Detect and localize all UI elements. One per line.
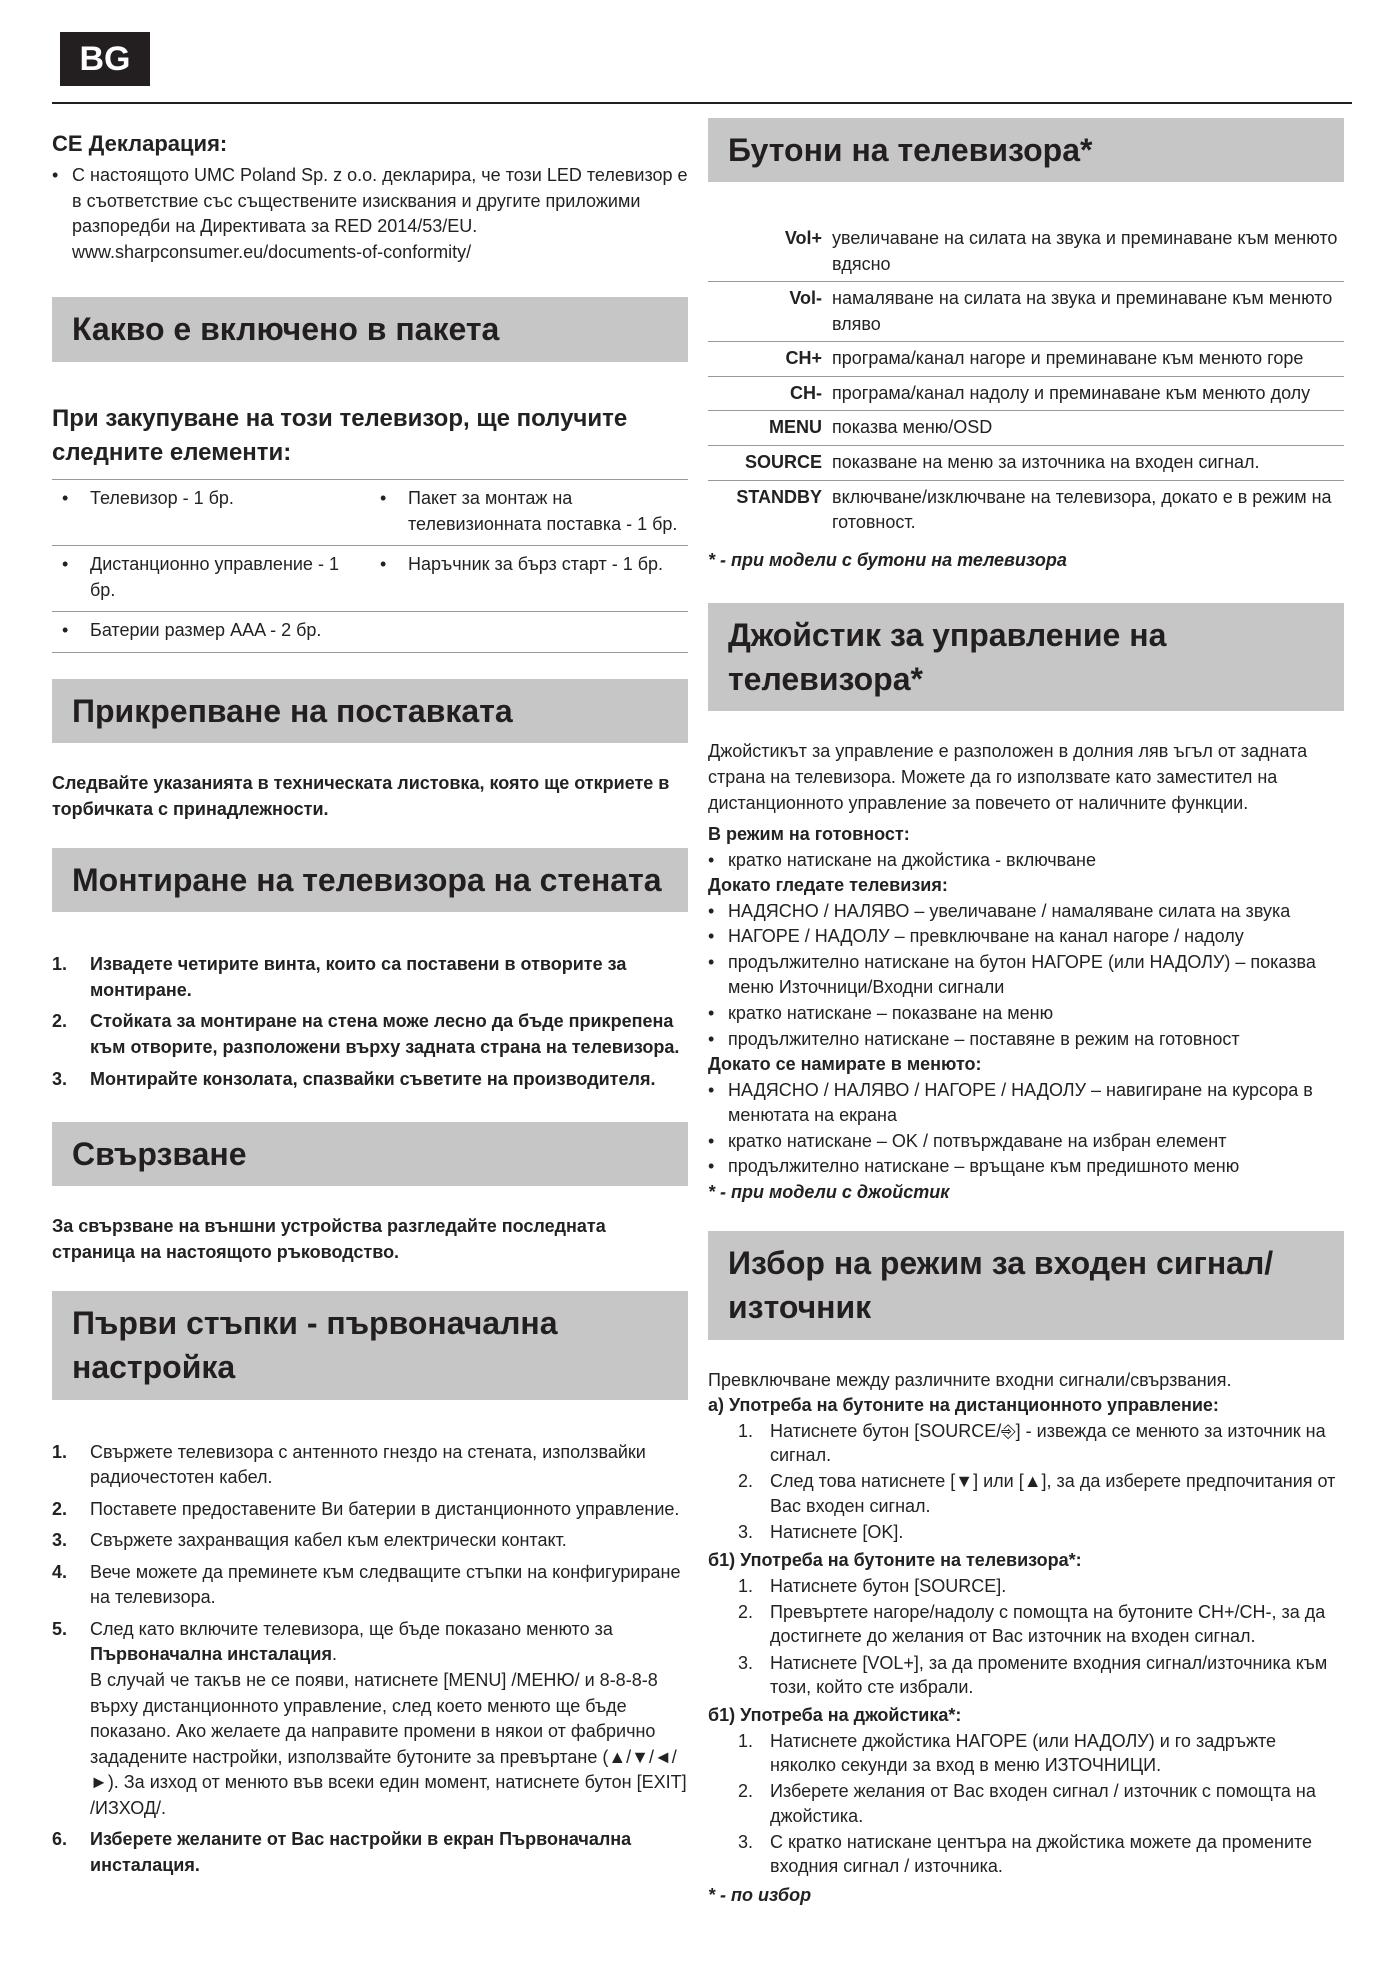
list-item: 5. След като включите телевизора, ще бъде показано менюто за Първоначална инсталация. В случай че такъв не се появи, натиснете [MENU] /МЕНЮ/ и 8-8-8-8 върху дистанционното управление, след което менюто ще бъде показано. Ако желаете да направите промени в някои от фабрично зададените настройки, използвайте бутоните за превъртане (▲/▼/◄/►). За изход от менюто във всеки един момент, натиснете бутон [EXIT] /ИЗХОД/. [52, 1618, 687, 1818]
stand-text: Следвайте указанията в техническата листовка, която ще откриете в торбичката с принадлежности. [52, 773, 670, 819]
joystick-heading: Джойстик за управление на телевизора* [708, 603, 1344, 711]
list-item: • кратко натискане на джойстика - включване [708, 848, 1344, 874]
wall-heading: Монтиране на телевизора на стената [52, 848, 688, 912]
table-row: CH+ програма/канал нагоре и преминаване към менюто горе [708, 342, 1344, 377]
connect-text: За свързване на външни устройства разгледайте последната страница на настоящото ръководство. [52, 1216, 606, 1262]
package-item: • Батерии размер AAA - 2 бр. [52, 612, 370, 653]
right-column [708, 118, 1344, 1914]
list-item: 1. Свържете телевизора с антенното гнездо на стената, използвайки радиочестотен кабел. [52, 1441, 646, 1488]
table-row: Vol- намаляване на силата на звука и преминаване към менюто вляво [708, 282, 1344, 342]
list-item: • кратко натискане – OK / потвърждаване на избран елемент [708, 1129, 1344, 1155]
list-item: • НАДЯСНО / НАЛЯВО / НАГОРЕ / НАДОЛУ – навигиране на курсора в менютата на екрана [708, 1078, 1344, 1129]
list-item: • продължително натискане – поставяне в режим на готовност [708, 1027, 1344, 1053]
tv-buttons-heading: Бутони на телевизора* [708, 118, 1344, 182]
package-item: • Пакет за монтаж на телевизионната поставка - 1 бр. [370, 480, 688, 546]
joystick-steps [708, 1729, 1344, 1879]
list-item: 2. Стойката за монтиране на стена може лесно да бъде прикрепена към отворите, разположени върху задната страна на телевизора. [52, 1011, 680, 1057]
tv-buttons-steps-title: б1) Употреба на бутоните на телевизора*: [708, 1550, 1082, 1571]
list-item: 3. Свържете захранващия кабел към електрически контакт. [52, 1530, 567, 1551]
package-item: • Телевизор - 1 бр. [52, 480, 370, 546]
table-row: STANDBY включване/изключване на телевизора, докато е в режим на готовност. [736, 486, 1332, 533]
menu-title: Докато се намирате в менюто: [708, 1054, 982, 1075]
package-item: • Наръчник за бърз старт - 1 бр. [370, 546, 688, 612]
list-item: 1. Натиснете бутон [SOURCE/⎆] - извежда се менюто за източник на сигнал. [738, 1420, 1326, 1466]
table-row: SOURCE показване на меню за източника на входен сигнал. [708, 445, 1344, 480]
list-item: 1. Извадете четирите винта, които са поставени в отворите за монтиране. [52, 954, 627, 1000]
list-item: • НАДЯСНО / НАЛЯВО – увеличаване / намаляване силата на звука [708, 899, 1344, 925]
language-badge: BG [60, 32, 150, 86]
package-subtitle: При закупуване на този телевизор, ще получите следните елементи: [52, 404, 628, 467]
list-item: 1. Натиснете джойстика НАГОРЕ (или НАДОЛУ) и го задръжте няколко секунди за вход в меню ИЗТОЧНИЦИ. [738, 1730, 1277, 1776]
wall-steps [52, 952, 688, 1092]
joystick-steps-title: б1) Употреба на джойстика*: [708, 1705, 962, 1726]
source-heading: Избор на режим за входен сигнал/източник [708, 1231, 1344, 1339]
tv-buttons-steps [708, 1574, 1344, 1699]
list-item: 2. Изберете желания от Вас входен сигнал / източник с помощта на джойстика. [738, 1781, 1316, 1826]
list-item: • продължително натискане – връщане към предишното меню [708, 1154, 1344, 1180]
tv-buttons-note: * - при модели с бутони на телевизора [708, 549, 1067, 570]
ce-declaration [52, 128, 688, 265]
connect-heading: Свързване [52, 1122, 688, 1186]
list-item: 1. Натиснете бутон [SOURCE]. [738, 1575, 1007, 1596]
standby-title: В режим на готовност: [708, 824, 910, 845]
stand-heading: Прикрепване на поставката [52, 679, 688, 743]
list-item: • продължително натискане на бутон НАГОРЕ (или НАДОЛУ) – показва меню Източници/Входни сигнали [708, 950, 1344, 1001]
table-row: CH- програма/канал надолу и преминаване към менюто долу [708, 376, 1344, 411]
left-column [52, 118, 688, 1900]
joystick-intro: Джойстикът за управление е разположен в долния ляв ъгъл от задната страна на телевизора. Можете да го използвате като заместител на дистанционното управление за повечето от наличните функции. [708, 741, 1308, 813]
source-note: * - по избор [708, 1884, 812, 1905]
package-item: • Дистанционно управление - 1 бр. [52, 546, 370, 612]
package-heading: Какво е включено в пакета [52, 297, 688, 361]
list-item: 4. Вече можете да преминете към следващите стъпки на конфигуриране на телевизора. [52, 1561, 681, 1608]
list-item: 2. След това натиснете [▼] или [▲], за да изберете предпочитания от Вас входен сигнал. [738, 1471, 1336, 1516]
first-steps-heading: Първи стъпки - първоначална настройка [52, 1291, 688, 1399]
tv-buttons-table [708, 222, 1344, 539]
list-item: • кратко натискане – показване на меню [708, 1001, 1344, 1027]
first-steps-list [52, 1440, 688, 1879]
remote-steps [708, 1419, 1344, 1544]
ce-title: CE Декларация: [52, 131, 228, 156]
list-item: 2. Поставете предоставените Ви батерии в дистанционното управление. [52, 1498, 680, 1519]
remote-title: а) Употреба на бутоните на дистанционното управление: [708, 1395, 1219, 1416]
list-item: 6. Изберете желаните от Вас настройки в екран Първоначална инсталация. [52, 1829, 632, 1875]
table-row: Vol+ увеличаване на силата на звука и преминаване към менюто вдясно [708, 222, 1344, 282]
ce-text: • С настоящото UMC Poland Sp. z o.o. декларира, че този LED телевизор е в съответствие със съществените изисквания и другите приложими разпоредби на Директивата за RED 2014/53/EU. www.sharpconsumer.eu/documents-of-conformity/ [52, 163, 688, 265]
list-item: 3. Натиснете [VOL+], за да промените входния сигнал/източника към този, който сте избрали. [738, 1652, 1328, 1697]
list-item: 3. Монтирайте конзолата, спазвайки съветите на производителя. [52, 1068, 656, 1089]
list-item: 2. Превъртете нагоре/надолу с помощта на бутоните CH+/CH-, за да достигнете до желания от Вас източник на входен сигнал. [738, 1602, 1326, 1647]
package-empty-cell [370, 612, 688, 653]
list-item: 3. С кратко натискане центъра на джойстика можете да промените входния сигнал / източника. [738, 1831, 1313, 1877]
list-item: • НАГОРЕ / НАДОЛУ – превключване на канал нагоре / надолу [708, 924, 1344, 950]
table-row: MENU показва меню/OSD [708, 411, 1344, 446]
source-intro: Превключване между различните входни сигнали/свързвания. [708, 1369, 1232, 1390]
package-table [52, 479, 688, 653]
header-rule [52, 102, 1352, 104]
joystick-note: * - при модели с джойстик [708, 1181, 950, 1202]
watching-title: Докато гледате телевизия: [708, 875, 948, 896]
list-item: 3. Натиснете [OK]. [738, 1521, 904, 1542]
